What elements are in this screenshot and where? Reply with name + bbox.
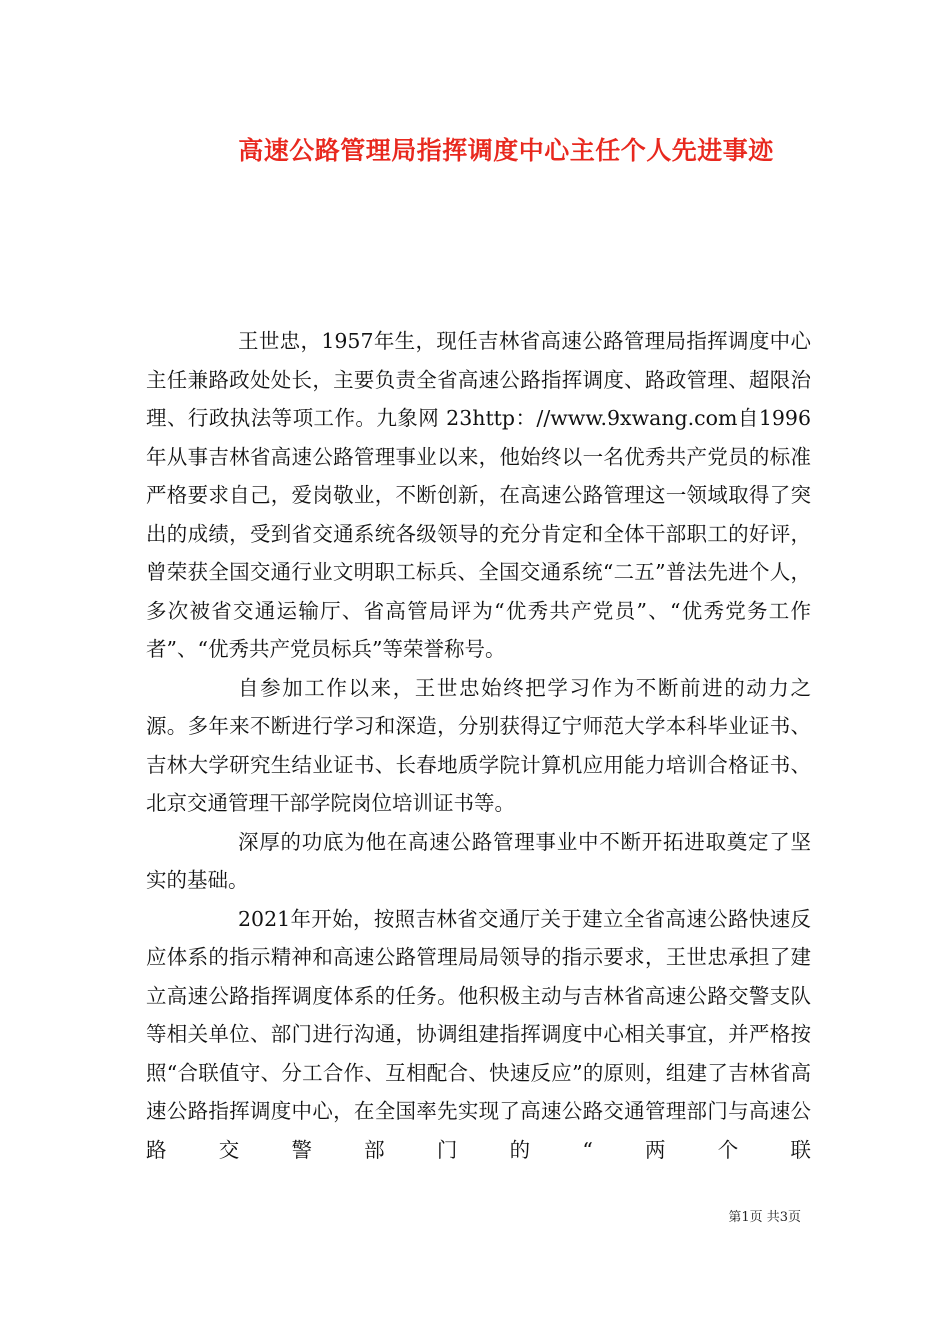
- paragraph-2: 自参加工作以来，王世忠始终把学习作为不断前进的动力之源。多年来不断进行学习和深造，分别获得辽宁师范大学本科毕业证书、吉林大学研究生结业证书、长春地质学院计算机应用能力培训合格证书、北京交通管理干部学院岗位培训证书等。: [146, 675, 811, 815]
- document-body: [146, 322, 811, 1169]
- page-number-footer: 第1页 共3页: [728, 1210, 801, 1225]
- paragraph-1: 王世忠，1957年生，现任吉林省高速公路管理局指挥调度中心主任兼路政处处长，主要负责全省高速公路指挥调度、路政管理、超限治理、行政执法等项工作。九象网 23http：//www.9xwang.com自1996年从事吉林省高速公路管理事业以来，他始终以一名优秀共产党员的标准严格要求自己，爱岗敬业，不断创新，在高速公路管理这一领域取得了突出的成绩，受到省交通系统各级领导的充分肯定和全体干部职工的好评，曾荣获全国交通行业文明职工标兵、全国交通系统“二五”普法先进个人，多次被省交通运输厅、省高管局评为“优秀共产党员”、“优秀党务工作者”、“优秀共产党员标兵”等荣誉称号。: [146, 329, 811, 661]
- paragraph-3: 深厚的功底为他在高速公路管理事业中不断开拓进取奠定了坚实的基础。: [146, 829, 811, 892]
- document-title: 高速公路管理局指挥调度中心主任个人先进事迹: [238, 136, 774, 165]
- paragraph-4: 2021年开始，按照吉林省交通厅关于建立全省高速公路快速反应体系的指示精神和高速公路管理局局领导的指示要求，王世忠承担了建立高速公路指挥调度体系的任务。他积极主动与吉林省高速公路交警支队等相关单位、部门进行沟通，协调组建指挥调度中心相关事宜，并严格按照“合联值守、分工合作、互相配合、快速反应”的原则，组建了吉林省高速公路指挥调度中心，在全国率先实现了高速公路交通管理部门与高速公路交警部门的“两个联: [146, 906, 811, 1162]
